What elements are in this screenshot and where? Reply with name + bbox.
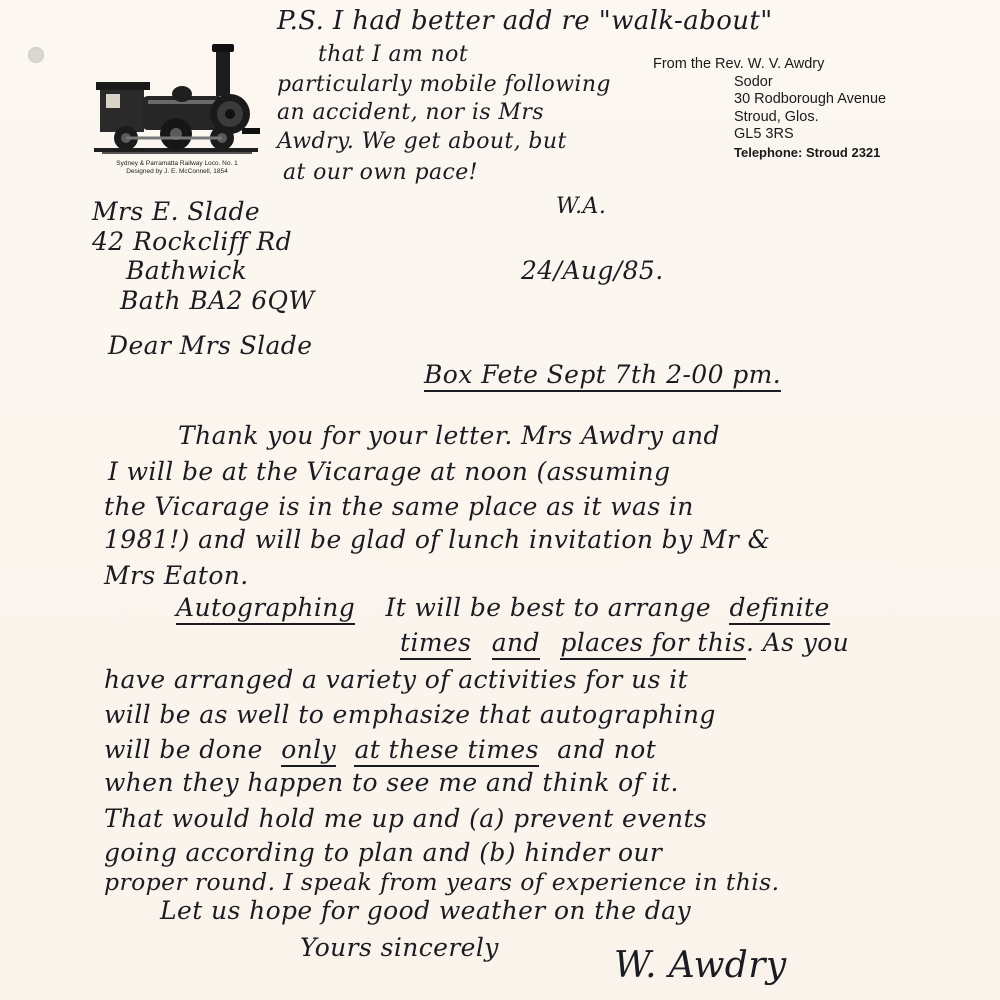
letterhead-address-line: GL5 3RS [734, 126, 794, 142]
autograph-and: and [492, 628, 540, 660]
logo-caption-line-1: Sydney & Parramatta Railway Loco. No. 1 [116, 160, 238, 167]
steam-locomotive-icon [92, 36, 262, 158]
autograph-line-2 [400, 630, 849, 655]
postscript-line: particularly mobile following [277, 72, 611, 97]
autograph-line: That would hold me up and (a) prevent events [104, 804, 708, 833]
closing-wish: Let us hope for good weather on the day [160, 896, 691, 925]
autograph-text: It will be best to arrange [385, 593, 712, 622]
postscript-line: P.S. I had better add re "walk-about" [277, 6, 773, 36]
postscript-line: Awdry. We get about, but [277, 129, 567, 154]
autograph-line: when they happen to see me and think of it. [104, 768, 679, 797]
body-line: I will be at the Vicarage at noon (assuming [108, 457, 671, 486]
postscript-initials: W.A. [556, 194, 607, 219]
recipient-line: Bath BA2 6QW [120, 286, 315, 315]
letterhead-telephone: Telephone: Stroud 2321 [734, 144, 881, 160]
postscript-line: that I am not [318, 42, 469, 67]
autograph-as-you: . As you [745, 628, 850, 657]
autograph-line-1 [176, 595, 830, 620]
salutation: Dear Mrs Slade [108, 331, 313, 360]
postscript-line: at our own pace! [283, 160, 478, 185]
autograph-line-5 [104, 737, 656, 762]
autograph-line: proper round. I speak from years of experience in this. [104, 868, 780, 896]
body-line: the Vicarage is in the same place as it was in [104, 492, 694, 521]
body-line: 1981!) and will be glad of lunch invitation by Mr & [104, 525, 771, 554]
autograph-done-prefix: will be done [104, 735, 263, 764]
subject-line [424, 362, 781, 387]
autograph-line: will be as well to emphasize that autographing [104, 700, 716, 729]
signature: W. Awdry [614, 945, 787, 986]
autograph-line: have arranged a variety of activities for us it [104, 665, 689, 694]
letterhead-address-line: Sodor [734, 73, 773, 90]
logo-caption [92, 160, 262, 176]
logo-caption-line-2: Designed by J. E. McConnell, 1854 [126, 168, 228, 175]
recipient-line: Mrs E. Slade [92, 197, 261, 226]
subject-text: Box Fete Sept 7th 2-00 pm. [424, 360, 781, 392]
autograph-line: going according to plan and (b) hinder our [104, 838, 663, 867]
letterhead-logo [92, 36, 262, 176]
punch-hole [28, 47, 44, 63]
autograph-definite: definite [729, 593, 829, 625]
letterhead-address-line: Stroud, Glos. [734, 108, 819, 125]
autograph-at-these-times: at these times [354, 735, 538, 767]
letter-date: 24/Aug/85. [521, 256, 664, 285]
letterhead-address [653, 56, 886, 161]
autograph-times: times [400, 628, 471, 660]
letterhead-address-line: 30 Rodborough Avenue [734, 91, 887, 107]
postscript-line: an accident, nor is Mrs [277, 100, 544, 125]
letterhead-from: From the Rev. W. V. Awdry [653, 56, 825, 72]
autograph-places: places for this [560, 628, 746, 660]
autograph-only: only [281, 735, 336, 767]
autograph-heading: Autographing [176, 593, 355, 625]
closing: Yours sincerely [300, 933, 499, 962]
body-line: Thank you for your letter. Mrs Awdry and [178, 421, 720, 450]
recipient-line: Bathwick [126, 256, 248, 285]
recipient-line: 42 Rockcliff Rd [92, 227, 293, 256]
autograph-done-suffix: and not [557, 735, 657, 764]
body-line: Mrs Eaton. [104, 561, 249, 590]
